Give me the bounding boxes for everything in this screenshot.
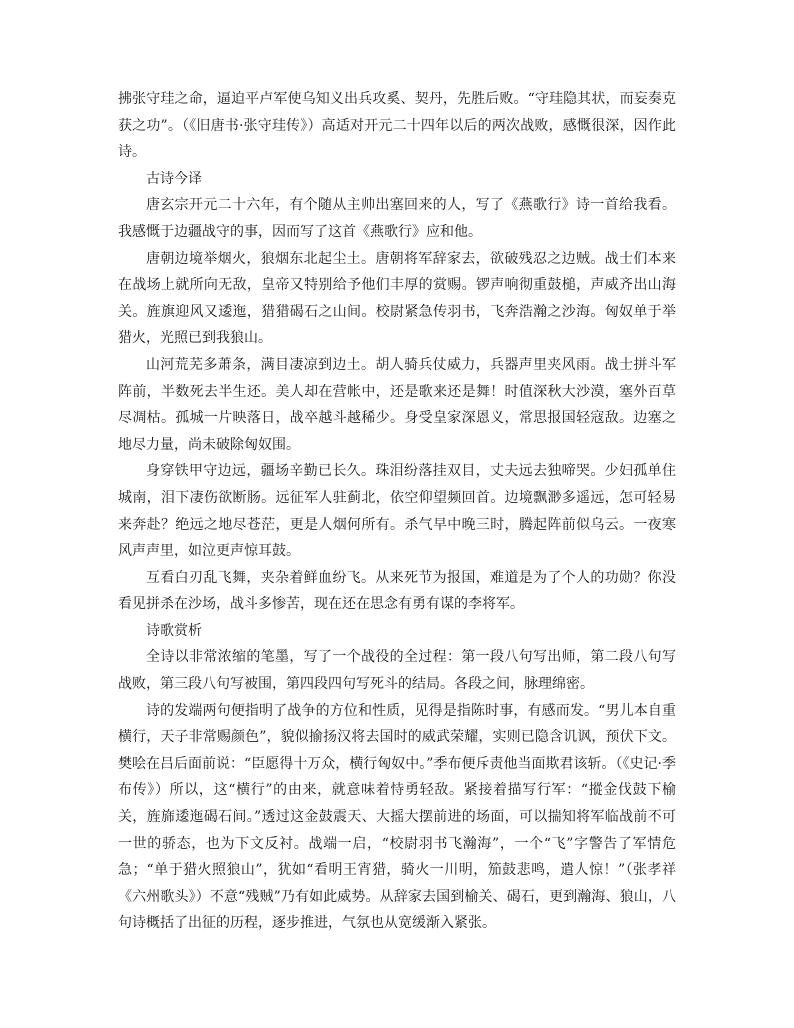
body-paragraph: 山河荒芜多萧条，满目凄凉到边土。胡人骑兵仗威力，兵器声里夹风雨。战士拼斗军阵前，半数死去半生还。美人却在营帐中，还是歌来还是舞！时值深秋大沙漠，塞外百草尽凋枯。孤城一片映落日，战卒越斗越稀少。身受皇家深恩义，常思报国轻寇敌。边塞之地尽力量，尚未破除匈奴围。 [118,356,676,453]
section-heading-translation: 古诗今译 [146,170,202,187]
body-paragraph: 全诗以非常浓缩的笔墨，写了一个战役的全过程：第一段八句写出师，第二段八句写战败，第三段八句写被围，第四段四句写死斗的结局。各段之间，脉理绵密。 [118,649,676,693]
body-paragraph: 互看白刃乱飞舞，夹杂着鲜血纷飞。从来死节为报国，难道是为了个人的功勋？你没看见拼杀在沙场，战斗多惨苦，现在还在思念有勇有谋的李将军。 [118,569,676,613]
document-page [118,86,676,937]
section-heading-appreciation: 诗歌赏析 [146,622,202,639]
body-paragraph: 诗的发端两句便指明了战争的方位和性质，见得是指陈时事，有感而发。“男儿本自重横行，天子非常赐颜色”，貌似揄扬汉将去国时的威武荣耀，实则已隐含讥讽，预伏下文。樊哙在吕后面前说：“臣愿得十万众，横行匈奴中。”季布便斥责他当面欺君该斩。（《史记·季布传》）所以，这“横行”的由来，就意味着恃勇轻敌。紧接着描写行军：“摐金伐鼓下榆关，旌旆逶迤碣石间。”透过这金鼓震天、大摇大摆前进的场面，可以揣知将军临战前不可一世的骄态，也为下文反衬。战端一启，“校尉羽书飞瀚海”，一个“飞”字警告了军情危急；“单于猎火照狼山”，犹如“看明王宵猎，骑火一川明，笳鼓悲鸣，遣人惊！”（张孝祥《六州歌头》）不意“残贼”乃有如此威势。从辞家去国到榆关、碣石，更到瀚海、狼山，八句诗概括了出征的历程，逐步推进，气氛也从宽缓渐入紧张。 [118,702,676,932]
continued-paragraph: 拂张守珪之命，逼迫平卢军使乌知义出兵攻奚、契丹，先胜后败。“守珪隐其状，而妄奏克获之功”。（《旧唐书·张守珪传》）高适对开元二十四年以后的两次战败，感慨很深，因作此诗。 [118,91,676,161]
body-paragraph: 唐玄宗开元二十六年，有个随从主帅出塞回来的人，写了《燕歌行》诗一首给我看。我感慨于边疆战守的事，因而写了这首《燕歌行》应和他。 [118,197,676,240]
body-paragraph: 唐朝边境举烟火，狼烟东北起尘土。唐朝将军辞家去，欲破残忍之边贼。战士们本来在战场上就所向无敌，皇帝又特别给予他们丰厚的赏赐。锣声响彻重鼓槌，声威齐出山海关。旌旗迎风又逶迤，猎猎碣石之山间。校尉紧急传羽书，飞奔浩瀚之沙海。匈奴单于举猎火，光照已到我狼山。 [118,250,676,347]
body-paragraph: 身穿铁甲守边远，疆场辛勤已长久。珠泪纷落挂双目，丈夫远去独啼哭。少妇孤单住城南，泪下凄伤欲断肠。远征军人驻蓟北，依空仰望频回首。边境飘渺多遥远，怎可轻易来奔赴？绝远之地尽苍茫，更是人烟何所有。杀气早中晚三时，腾起阵前似乌云。一夜寒风声声里，如泣更声惊耳鼓。 [118,463,676,560]
